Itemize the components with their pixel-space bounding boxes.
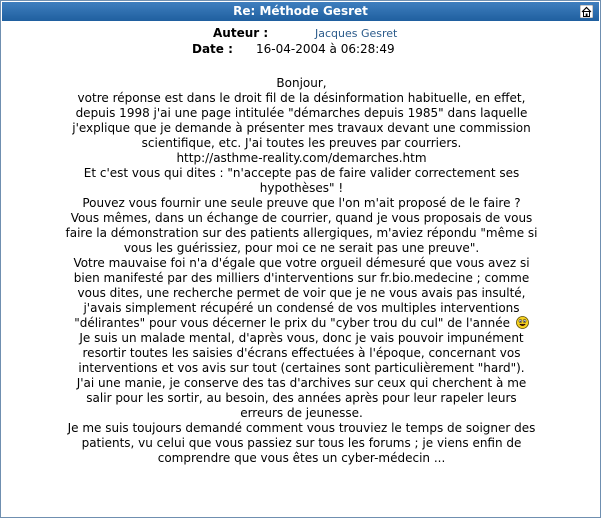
message-line: hypothèses" ! xyxy=(259,181,344,195)
message-line: Et c'est vous qui dites : "n'accepte pas de faire valider correctement ses xyxy=(83,166,520,180)
date-label: Date : xyxy=(192,42,233,56)
message-line: Je suis un malade mental, d'après vous, donc je vais pouvoir impunément xyxy=(79,331,524,345)
home-icon[interactable] xyxy=(580,5,593,18)
date-value: 16-04-2004 à 06:28:49 xyxy=(256,42,395,56)
message-line: j'explique que je demande à présenter mes travaux devant une commission xyxy=(72,121,531,135)
message-line: bien manifesté par des milliers d'interventions sur fr.bio.medecine ; comme xyxy=(73,271,530,285)
message-link[interactable]: http://asthme-reality.com/demarches.htm xyxy=(176,151,427,165)
smiley-icon xyxy=(516,316,529,329)
message-line: resortir toutes les saisies d'écrans effectuées à l'époque, concernant vos xyxy=(82,346,521,360)
message-body xyxy=(19,76,584,466)
message-header xyxy=(2,2,599,21)
message-line: vous les guérissiez, pour moi ce ne serait pas une preuve". xyxy=(123,241,480,255)
message-line: Pouvez vous fournir une seule preuve que l'on m'ait proposé de le faire ? xyxy=(82,196,521,210)
message-line: vous dites, une recherche permet de voir que je ne vous avais pas insulté, xyxy=(77,286,526,300)
message-line: Vous mêmes, dans un échange de courrier, quand je vous proposais de vous xyxy=(70,211,533,225)
message-title: Re: Méthode Gesret xyxy=(233,4,368,18)
author-label: Auteur : xyxy=(213,26,269,40)
message-line: interventions et vos avis sur tout (certaines sont particulièrement "hard"). xyxy=(78,361,525,375)
message-line: j'avais simplement récupéré un condensé de vos multiples interventions xyxy=(83,301,520,315)
message-line: J'ai une manie, je conserve des tas d'archives sur ceux qui cherchent à me xyxy=(76,376,527,390)
message-line: erreurs de jeunesse. xyxy=(240,406,363,420)
message-line: votre réponse est dans le droit fil de la désinformation habituelle, en effet, xyxy=(77,91,526,105)
author-link[interactable]: Jacques Gesret xyxy=(315,27,398,40)
message-line: Bonjour, xyxy=(276,76,327,90)
message-line: comprendre que vous êtes un cyber-médecin ... xyxy=(157,451,446,465)
message-line: patients, vu celui que vous passiez sur tous les forums ; je viens enfin de xyxy=(81,436,522,450)
message-line: Je me suis toujours demandé comment vous trouviez le temps de soigner des xyxy=(67,421,536,435)
message-line: salir pour les sortir, au besoin, des années après pour leur rapeler leurs xyxy=(86,391,517,405)
message-line: "délirantes" pour vous décerner le prix du "cyber trou du cul" de l'année xyxy=(74,316,510,330)
message-line: Votre mauvaise foi n'a d'égale que votre orgueil démesuré que vous avez si xyxy=(73,256,530,270)
message-line: scientifique, etc. J'ai toutes les preuves par courriers. xyxy=(141,136,462,150)
message-line: faire la démonstration sur des patients allergiques, m'aviez répondu "même si xyxy=(65,226,538,240)
message-line-with-smiley xyxy=(19,316,584,331)
message-line: depuis 1998 j'ai une page intitulée "démarches depuis 1985" dans laquelle xyxy=(75,106,528,120)
